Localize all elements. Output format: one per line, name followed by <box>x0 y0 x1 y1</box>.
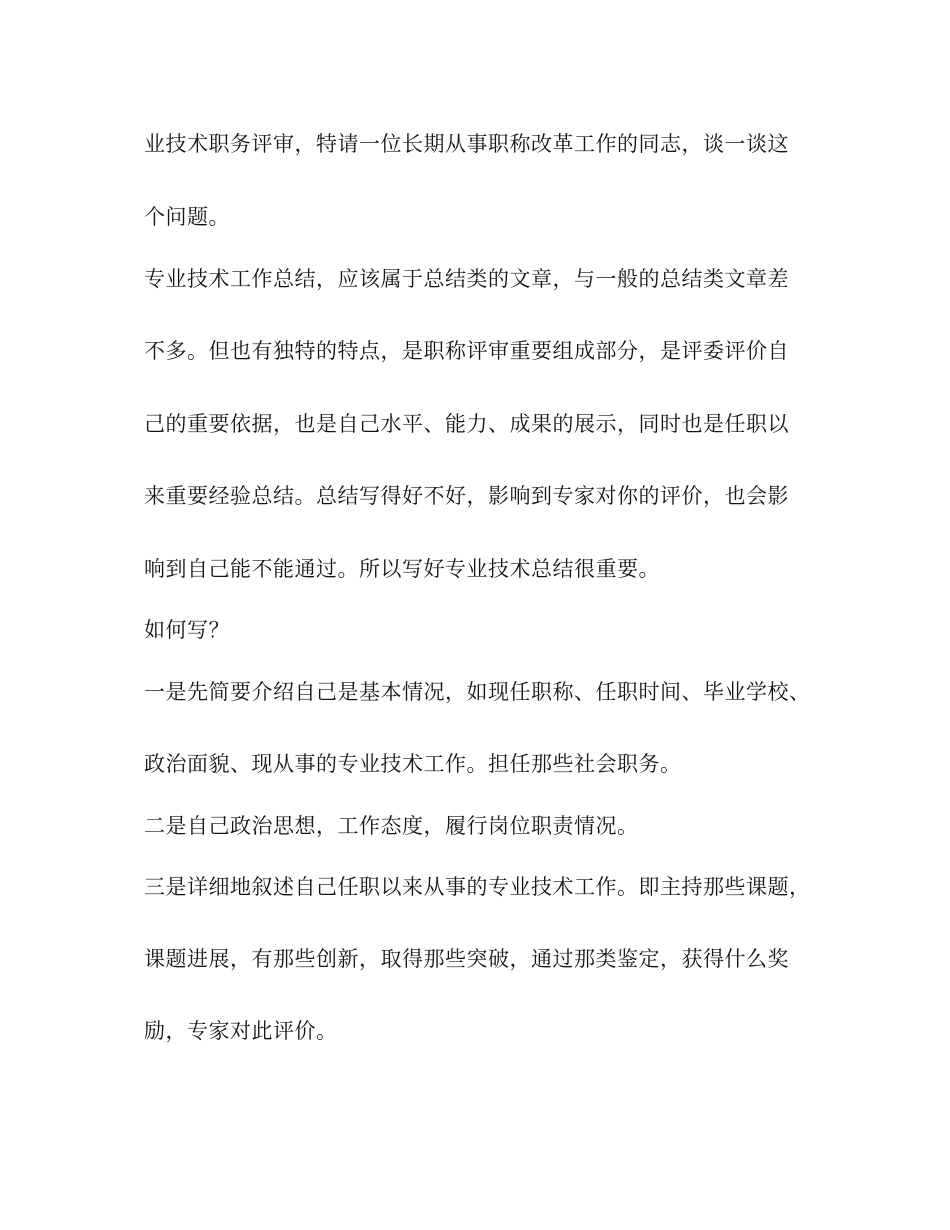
text-line: 励，专家对此评价。 <box>144 1019 338 1043</box>
text-line: 政治面貌、现从事的专业技术工作。担任那些社会职务。 <box>144 752 682 776</box>
text-line: 来重要经验总结。总结写得好不好，影响到专家对你的评价，也会影 <box>144 484 789 508</box>
text-line: 业技术职务评审，特请一位长期从事职称改革工作的同志，谈一谈这 <box>144 132 789 156</box>
text-line: 一是先简要介绍自己是基本情况，如现任职称、任职时间、毕业学校、 <box>144 680 811 704</box>
text-line: 响到自己能不能通过。所以写好专业技术总结很重要。 <box>144 557 660 581</box>
text-line: 二是自己政治思想，工作态度，履行岗位职责情况。 <box>144 814 639 838</box>
text-line: 三是详细地叙述自己任职以来从事的专业技术工作。即主持那些课题， <box>144 875 811 899</box>
text-line: 专业技术工作总结，应该属于总结类的文章，与一般的总结类文章差 <box>144 267 789 291</box>
text-line: 不多。但也有独特的特点，是职称评审重要组成部分，是评委评价自 <box>144 339 789 363</box>
text-line: 己的重要依据，也是自己水平、能力、成果的展示，同时也是任职以 <box>144 412 789 436</box>
text-line: 如何写？ <box>144 618 230 642</box>
text-line: 课题进展，有那些创新，取得那些突破，通过那类鉴定，获得什么奖 <box>144 947 789 971</box>
text-line: 个问题。 <box>144 205 230 229</box>
